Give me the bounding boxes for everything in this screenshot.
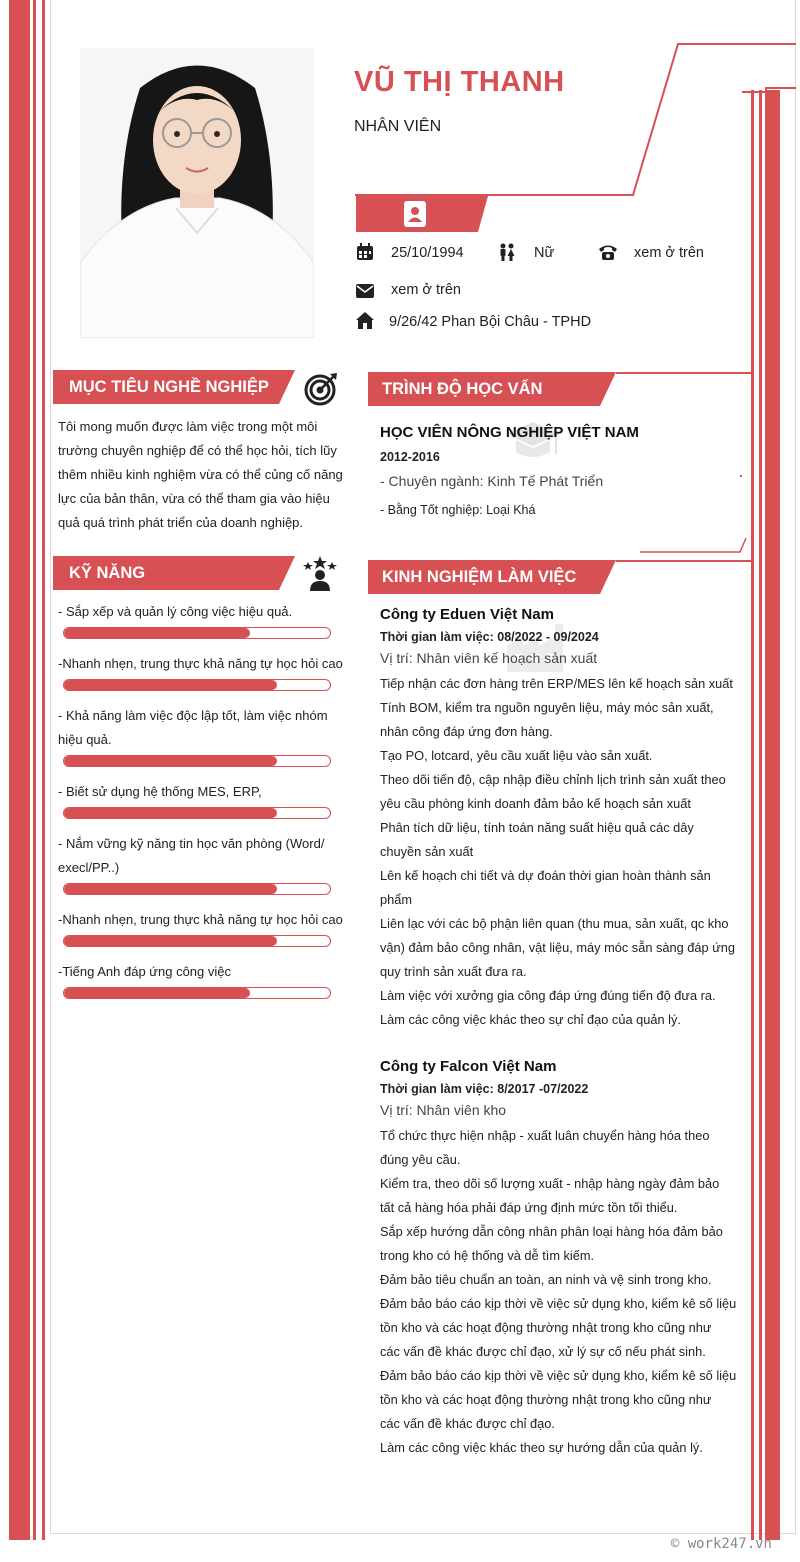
education-years: 2012-2016 — [380, 450, 440, 464]
skill-label: -Nhanh nhẹn, trung thực khả năng tự học hỏi cao — [58, 656, 343, 671]
candidate-title: NHÂN VIÊN — [354, 118, 442, 135]
footer-watermark: © work247.vn — [670, 1536, 772, 1552]
skill-label: - Sắp xếp và quản lý công việc hiệu quả. — [58, 604, 293, 619]
job-duty-line: Làm các công việc khác theo sự hướng dẫn của quản lý. — [380, 1440, 703, 1455]
job-duty-line: Phân tích dữ liệu, tính toán năng suất hiệu quả các dây — [380, 820, 694, 835]
skill-bar — [63, 987, 331, 999]
email: xem ở trên — [391, 282, 461, 298]
job-duty-line: vận) đảm bảo công nhân, vật liệu, máy móc sẵn sàng đáp ứng — [380, 940, 736, 955]
job-duty-line: Lên kế hoạch chi tiết và dự đoán thời gian hoàn thành sản — [380, 868, 711, 883]
skill-fill — [64, 756, 277, 766]
job-duty-line: các vấn đề khác được chỉ đạo. — [380, 1416, 555, 1431]
skill-item — [58, 704, 343, 767]
job-duty-line: trong kho có hệ thống và dễ tìm kiếm. — [380, 1248, 595, 1263]
school-name: HỌC VIÊN NÔNG NGHIỆP VIỆT NAM — [380, 424, 639, 441]
gender: Nữ — [534, 245, 555, 261]
skill-item — [58, 908, 343, 947]
target-icon — [304, 372, 338, 406]
job-duty-line: Tổ chức thực hiện nhập - xuất luân chuyển hàng hóa theo — [380, 1128, 710, 1143]
job-duty-line: tồn kho và các hoạt động thường nhật trong kho cũng như — [380, 1392, 712, 1407]
objective-line: thêm nhiều kinh nghiệm vừa có thể củng cố năng — [58, 467, 343, 482]
objective-text — [58, 415, 343, 535]
skill-bar — [63, 883, 331, 895]
skill-item — [58, 600, 343, 639]
contact-card-icon — [403, 200, 427, 228]
address: 9/26/42 Phan Bội Châu - TPHD — [389, 314, 592, 330]
job-duty-line: Tạo PO, lotcard, yêu cầu xuất liệu vào sản xuất. — [380, 748, 653, 763]
email-icon — [356, 284, 374, 298]
skills-title: KỸ NĂNG — [69, 563, 146, 582]
skills-star-person-icon — [302, 556, 338, 592]
job-duty-line: các vấn đề khác được chỉ đạo, xử lý sự cố nếu phát sinh. — [380, 1344, 706, 1359]
job-duty-line: Liên lạc với các bộ phận liên quan (thu mua, sản xuất, qc kho — [380, 916, 729, 931]
job-period: Thời gian làm việc: 08/2022 - 09/2024 — [380, 630, 599, 644]
skill-fill — [64, 884, 277, 894]
objective-header — [53, 370, 283, 404]
skill-item — [58, 780, 343, 819]
job-duty-line: yêu cầu phòng kinh doanh đảm bảo kế hoạch sản xuất — [380, 796, 691, 811]
skill-label: - Nắm vững kỹ năng tin học văn phòng (Word/ — [58, 836, 325, 851]
job-company: Công ty Falcon Việt Nam — [380, 1058, 557, 1075]
skill-label: -Nhanh nhẹn, trung thực khả năng tự học hỏi cao — [58, 912, 343, 927]
job-duties — [380, 672, 737, 1032]
skill-item — [58, 960, 343, 999]
home-icon — [356, 312, 374, 329]
skill-fill — [64, 680, 277, 690]
profile-photo — [80, 48, 314, 338]
skill-bar — [63, 755, 331, 767]
skill-item — [58, 832, 343, 895]
job-entry — [380, 1058, 737, 1460]
skill-label: - Khả năng làm việc độc lập tốt, làm việc nhóm — [58, 708, 328, 723]
experience-title: KINH NGHIỆM LÀM VIỆC — [382, 567, 577, 586]
job-entry — [380, 606, 737, 1032]
skill-label: hiệu quả. — [58, 732, 112, 747]
job-duties — [380, 1124, 737, 1460]
objective-line: Tôi mong muốn được làm việc trong một môi — [58, 419, 318, 434]
skill-fill — [64, 628, 250, 638]
skill-bar — [63, 679, 331, 691]
skill-fill — [64, 808, 277, 818]
job-position: Vị trí: Nhân viên kho — [380, 1102, 507, 1118]
job-duty-line: đúng yêu cầu. — [380, 1152, 461, 1167]
objective-title: MỤC TIÊU NGHỀ NGHIỆP — [69, 377, 269, 396]
skill-label: - Biết sử dụng hệ thống MES, ERP, — [58, 784, 262, 799]
job-duty-line: Tính BOM, kiểm tra nguồn nguyên liệu, máy móc sản xuất, — [380, 700, 714, 715]
job-duty-line: Theo dõi tiến độ, cập nhập điều chỉnh lịch trình sản xuất theo — [380, 772, 726, 787]
skill-fill — [64, 988, 250, 998]
skill-label: -Tiếng Anh đáp ứng công việc — [58, 964, 231, 979]
candidate-name: VŨ THỊ THANH — [354, 66, 565, 98]
job-duty-line: tồn kho và các hoạt động thường nhật trong kho cũng như — [380, 1320, 712, 1335]
job-duty-line: Sắp xếp hướng dẫn công nhân phân loại hàng hóa đảm bảo — [380, 1224, 723, 1239]
job-duty-line: Làm các công việc khác theo sự chỉ đạo của quản lý. — [380, 1012, 681, 1027]
job-duty-line: Tiếp nhận các đơn hàng trên ERP/MES lên kế hoạch sản xuất — [380, 676, 733, 691]
objective-line: quả quá trình phát triển của doanh nghiệp. — [58, 515, 304, 530]
job-period: Thời gian làm việc: 8/2017 -07/2022 — [380, 1082, 589, 1096]
skill-bar — [63, 935, 331, 947]
gender-icon — [498, 243, 516, 261]
job-duty-line: phẩm — [380, 892, 413, 907]
skill-label: execl/PP..) — [58, 860, 120, 875]
skill-bar — [63, 627, 331, 639]
phone: xem ở trên — [634, 245, 704, 261]
job-duty-line: tất cả hàng hóa phải đáp ứng định mức tồn tối thiểu. — [380, 1200, 678, 1215]
job-duty-line: Đảm bảo báo cáo kịp thời về việc sử dụng kho, kiểm kê số liệu — [380, 1296, 737, 1311]
education-degree: - Bằng Tốt nghiệp: Loại Khá — [380, 503, 536, 517]
skill-fill — [64, 936, 277, 946]
job-duty-line: Kiểm tra, theo dõi số lượng xuất - nhập hàng ngày đảm bảo — [380, 1176, 720, 1191]
skills-header — [53, 556, 283, 590]
birthday: 25/10/1994 — [391, 245, 464, 261]
objective-line: trường chuyên nghiệp để có thể học hỏi, tích lũy — [58, 443, 337, 458]
job-duty-line: chuyền sản xuất — [380, 844, 474, 859]
objective-line: lực của bản thân, vừa có thể tham gia vào hiệu — [58, 491, 330, 506]
education-title: TRÌNH ĐỘ HỌC VẤN — [382, 379, 543, 398]
job-duty-line: Đảm bảo tiêu chuẩn an toàn, an ninh và vệ sinh trong kho. — [380, 1272, 712, 1287]
job-duty-line: Làm việc với xưởng gia công đáp ứng đúng tiến độ đưa ra. — [380, 988, 716, 1003]
job-duty-line: nhân công đáp ứng đơn hàng. — [380, 724, 553, 739]
skill-bar — [63, 807, 331, 819]
job-duty-line: quy trình sản xuất đưa ra. — [380, 964, 527, 979]
education-major: - Chuyên ngành: Kinh Tế Phát Triển — [380, 473, 604, 489]
skills-list — [58, 600, 343, 999]
experience-header — [368, 560, 600, 594]
job-position: Vị trí: Nhân viên kế hoạch sản xuất — [380, 650, 598, 666]
education-header — [368, 372, 600, 406]
phone-icon — [598, 243, 618, 261]
job-company: Công ty Eduen Việt Nam — [380, 606, 554, 623]
job-duty-line: Đảm bảo báo cáo kịp thời về việc sử dụng kho, kiểm kê số liệu — [380, 1368, 737, 1383]
calendar-icon — [356, 243, 374, 261]
skill-item — [58, 652, 343, 691]
